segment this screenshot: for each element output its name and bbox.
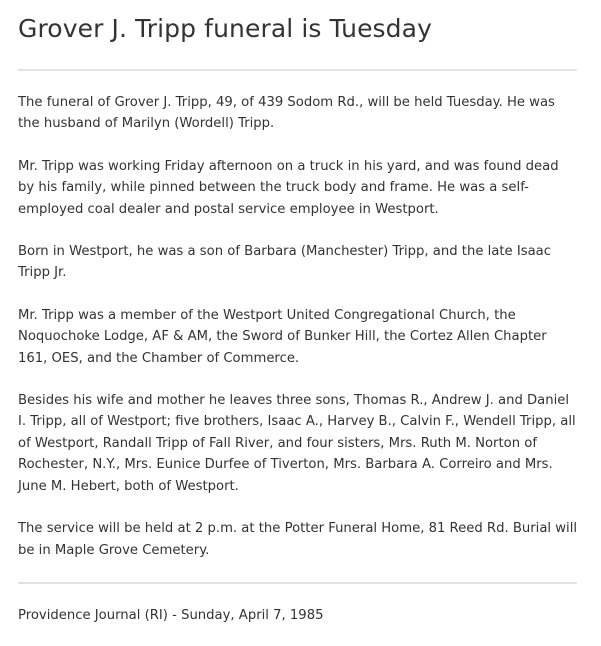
paragraph-funeral-notice: The funeral of Grover J. Tripp, 49, of 439 Sodom Rd., will be held Tuesday. He was the husband of Marilyn (Wordell) Tripp. — [18, 95, 555, 132]
paragraph-service: The service will be held at 2 p.m. at the Potter Funeral Home, 81 Reed Rd. Burial will be in Maple Grove Cemetery. — [18, 521, 578, 558]
paragraph-survivors: Besides his wife and mother he leaves three sons, Thomas R., Andrew J. and Daniel I. Tripp, all of Westport; five brothers, Isaac A., Harvey B., Calvin F., Wendell Tripp, all of Westport, Randall Tripp of Fall River, and four sisters, Mrs. Ruth M. Norton of Rochester, N.Y., Mrs. Eunice Durfee of Tiverton, Mrs. Barbara A. Correiro and Mrs. June M. Hebert, both of Westport. — [18, 393, 576, 494]
article-source: Providence Journal (RI) - Sunday, April 7, 1985 — [18, 607, 324, 623]
title-divider — [18, 69, 577, 71]
source-divider — [18, 582, 577, 584]
paragraph-memberships: Mr. Tripp was a member of the Westport United Congregational Church, the Noquochoke Lodge, AF & AM, the Sword of Bunker Hill, the Cortez Allen Chapter 161, OES, and the Chamber of Commerce. — [18, 307, 547, 366]
paragraph-circumstances: Mr. Tripp was working Friday afternoon on a truck in his yard, and was found dead by his family, while pinned between the truck body and frame. He was a self-employed coal dealer and postal service employee in Westport. — [18, 158, 559, 217]
obituary-article — [18, 0, 578, 626]
article-title: Grover J. Tripp funeral is Tuesday — [18, 14, 432, 43]
article-body — [18, 92, 578, 561]
paragraph-birth: Born in Westport, he was a son of Barbara (Manchester) Tripp, and the late Isaac Tripp Jr. — [18, 244, 552, 281]
